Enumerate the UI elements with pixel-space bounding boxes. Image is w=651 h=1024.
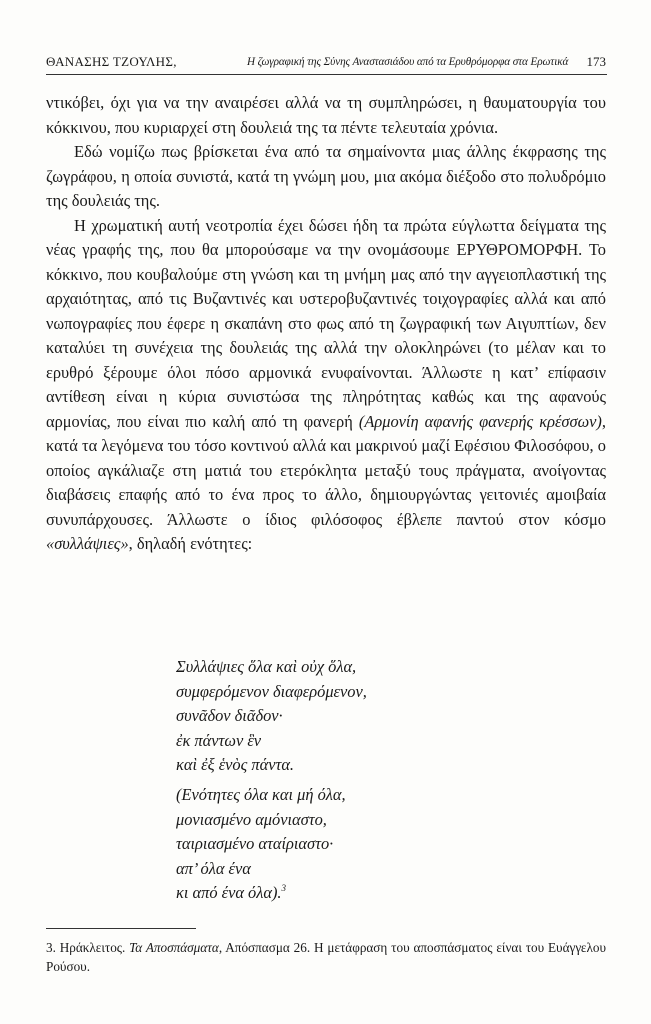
poem-line: συνᾶδον διᾶδον· bbox=[176, 706, 283, 725]
syllapsies-term: «συλλάψιες» bbox=[46, 534, 129, 553]
poem-line bbox=[176, 881, 476, 906]
header-title: Η ζωγραφική της Σύνης Αναστασιάδου από τα Ερυθρόμορφα στα Ερωτικά bbox=[247, 56, 569, 68]
fragment-translation bbox=[176, 783, 476, 906]
header-author: ΘΑΝΑΣΗΣ ΤΖΟΥΛΗΣ, bbox=[46, 54, 177, 69]
paragraph-2: Εδώ νομίζω πως βρίσκεται ένα από τα σημαίνοντα μιας άλλης έκφρασης της ζωγράφου, η οποία συνιστά, κατά τη γνώμη μου, μια ακόμα διέξοδο στο πολυδρόμιο της δουλειάς της. bbox=[46, 142, 606, 210]
page-number: 173 bbox=[586, 54, 606, 69]
poem-line: ἐκ πάντων ἓν bbox=[176, 730, 262, 750]
footnote-work: Τα Αποσπάσματα bbox=[129, 940, 219, 955]
paragraph-3-part-b: , κατά τα λεγόμενα του τόσο κοντινού αλλά και μακρινού μαζί Εφέσιου Φιλοσόφου, ο οποίος αγκάλιαζε στη ματιά του ετερόκλητα μεταξύ τους πράγματα, ανοίγοντας διαβάσεις επαφής από το ένα προς το άλλο, δημιουργώντας γειτονιές αμοιβαία συνυπάρχουσες. Άλλωστε ο ίδιος φιλόσοφος έβλεπε παντού στον κόσμο bbox=[46, 411, 606, 529]
poem-line: καὶ ἐξ ἑνὸς πάντα. bbox=[176, 755, 295, 774]
poem-line-text: κι από ένα όλα). bbox=[176, 883, 282, 902]
poem-line: (Ενότητες όλα και μή όλα, bbox=[176, 785, 346, 804]
footnote-lead: 3. Ηράκλειτος. bbox=[46, 940, 130, 955]
paragraph-1: ντικόβει, όχι για να την αναιρέσει αλλά να τη συμπληρώσει, η θαυματουργία του κόκκινου, που κυριαρχεί στη δουλειά της τα πέντε τελευταία χρόνια. bbox=[46, 93, 606, 137]
header-rule bbox=[46, 74, 607, 75]
poem-line: Συλλάψιες ὅλα καὶ οὐχ ὅλα, bbox=[176, 657, 357, 676]
poem-line: ταιριασμένο αταίριαστο· bbox=[176, 834, 334, 853]
paragraph-3-part-c: , δηλαδή ενότητες: bbox=[128, 534, 253, 553]
poem-line: απ’ όλα ένα bbox=[176, 858, 251, 878]
footnote-rest: , Απόσπασμα 26. Η μετάφραση του αποσπάσματος είναι του Ευάγγελου Ρούσου. bbox=[46, 940, 606, 974]
footnote-rule bbox=[46, 928, 196, 929]
running-header bbox=[46, 52, 606, 72]
paragraph-3 bbox=[46, 214, 606, 557]
poem-line: μονιασμένο αμόνιαστο, bbox=[176, 809, 327, 829]
footnote-marker: 3 bbox=[281, 883, 287, 893]
poem-line: συμφερόμενον διαφερόμενον, bbox=[176, 681, 367, 701]
fragment-original bbox=[176, 655, 476, 778]
paragraph-3-part-a: Η χρωματική αυτή νεοτροπία έχει δώσει ήδη τα πρώτα εύγλωττα δείγματα της νέας γραφής της, που θα μπορούσαμε να την ονομάσουμε ΕΡΥΘΡΟΜΟΡΦΗ. Το κόκκινο, που κουβαλούμε στη γνώση και τη μνήμη μας από την αγγειοπλαστική της αρχαιότητας, από τις Βυζαντινές και υστεροβυζαντινές τοιχογραφίες αλλά και από νωπογραφίες που έφερε η σκαπάνη στο φως από τη ζωγραφική των Αιγυπτίων, δεν καταλύει τη συνέχεια της δουλειάς της αλλά την ολοκληρώνει (το μέλαν και το ερυθρό ξέρουμε όλοι πόσο αρμονικά ενυφαίνονται. Άλλωστε η κατ’ επίφασιν αντίθεση είναι η κύρια συνιστώσα της πληρότητας καθώς και της αφανούς αρμονίας, που είναι πιο καλή από τη φανερή bbox=[46, 215, 606, 431]
main-text bbox=[46, 91, 606, 557]
footnote bbox=[46, 938, 606, 976]
heraclitus-quote: (Αρμονίη αφανής φανερής κρέσσων) bbox=[358, 411, 602, 431]
